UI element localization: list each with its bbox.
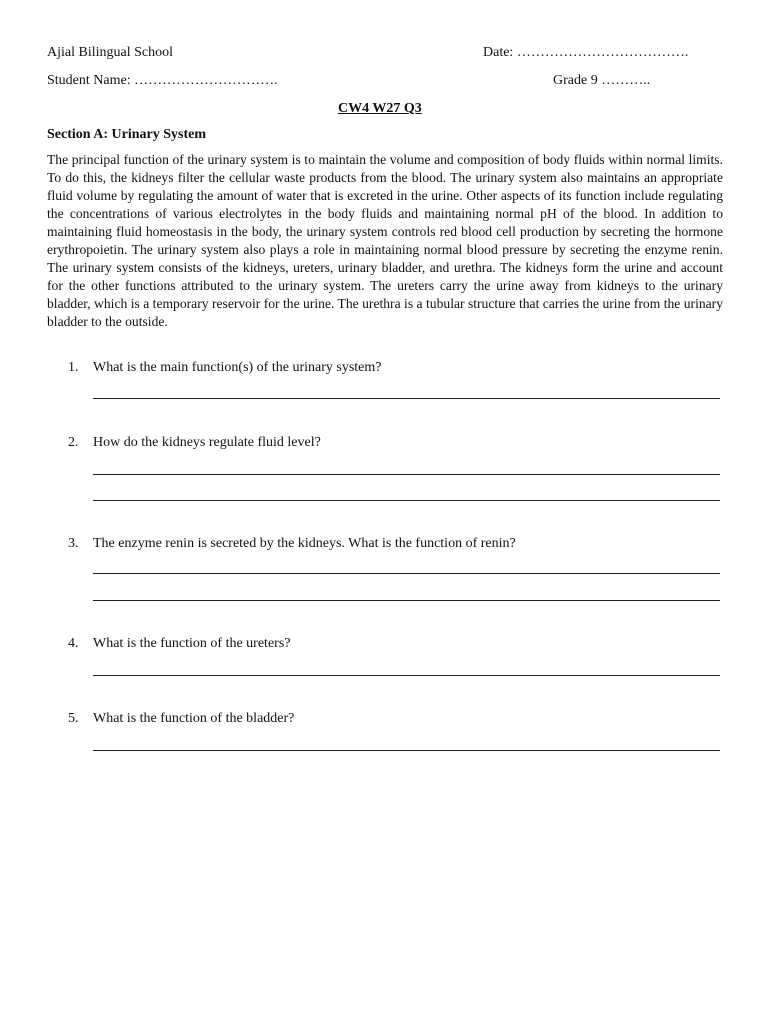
grade-field: Grade 9 ………..	[553, 73, 651, 88]
answer-line	[93, 474, 720, 475]
question-number: 4.	[68, 636, 79, 651]
question-text: The enzyme renin is secreted by the kidneys. What is the function of renin?	[93, 536, 516, 551]
date-field: Date: ……………………………….	[483, 45, 689, 60]
answer-line	[93, 675, 720, 676]
question-number: 2.	[68, 435, 79, 450]
question-text: What is the main function(s) of the urinary system?	[93, 360, 382, 375]
student-name-field: Student Name: ………………………….	[47, 73, 278, 88]
answer-line	[93, 398, 720, 399]
answer-line	[93, 750, 720, 751]
question-text: What is the function of the ureters?	[93, 636, 291, 651]
question-number: 1.	[68, 360, 79, 375]
answer-line	[93, 600, 720, 601]
answer-line	[93, 573, 720, 574]
worksheet-title: CW4 W27 Q3	[338, 101, 422, 116]
question-text: What is the function of the bladder?	[93, 711, 295, 726]
reading-passage: The principal function of the urinary system is to maintain the volume and composition of body fluids within normal limits. To do this, the kidneys filter the cellular waste products from the blood. The urinary system also maintains an appropriate fluid volume by regulating the amount of water that is excreted in the urine. Other aspects of its function include regulating the concentrations of various electrolytes in the body fluids and maintaining normal pH of the blood. In addition to maintaining fluid homeostasis in the body, the urinary system controls red blood cell production by secreting the hormone erythropoietin. The urinary system also plays a role in maintaining normal blood pressure by secreting the enzyme renin. The urinary system consists of the kidneys, ureters, urinary bladder, and urethra. The kidneys form the urine and account for the other functions attributed to the urinary system. The ureters carry the urine away from kidneys to the urinary bladder, which is a temporary reservoir for the urine. The urethra is a tubular structure that carries the urine from the urinary bladder to the outside.	[47, 152, 723, 329]
question-text: How do the kidneys regulate fluid level?	[93, 435, 321, 450]
section-heading: Section A: Urinary System	[47, 127, 207, 142]
question-number: 3.	[68, 536, 79, 551]
question-number: 5.	[68, 711, 79, 726]
school-name: Ajial Bilingual School	[47, 45, 173, 60]
answer-line	[93, 500, 720, 501]
